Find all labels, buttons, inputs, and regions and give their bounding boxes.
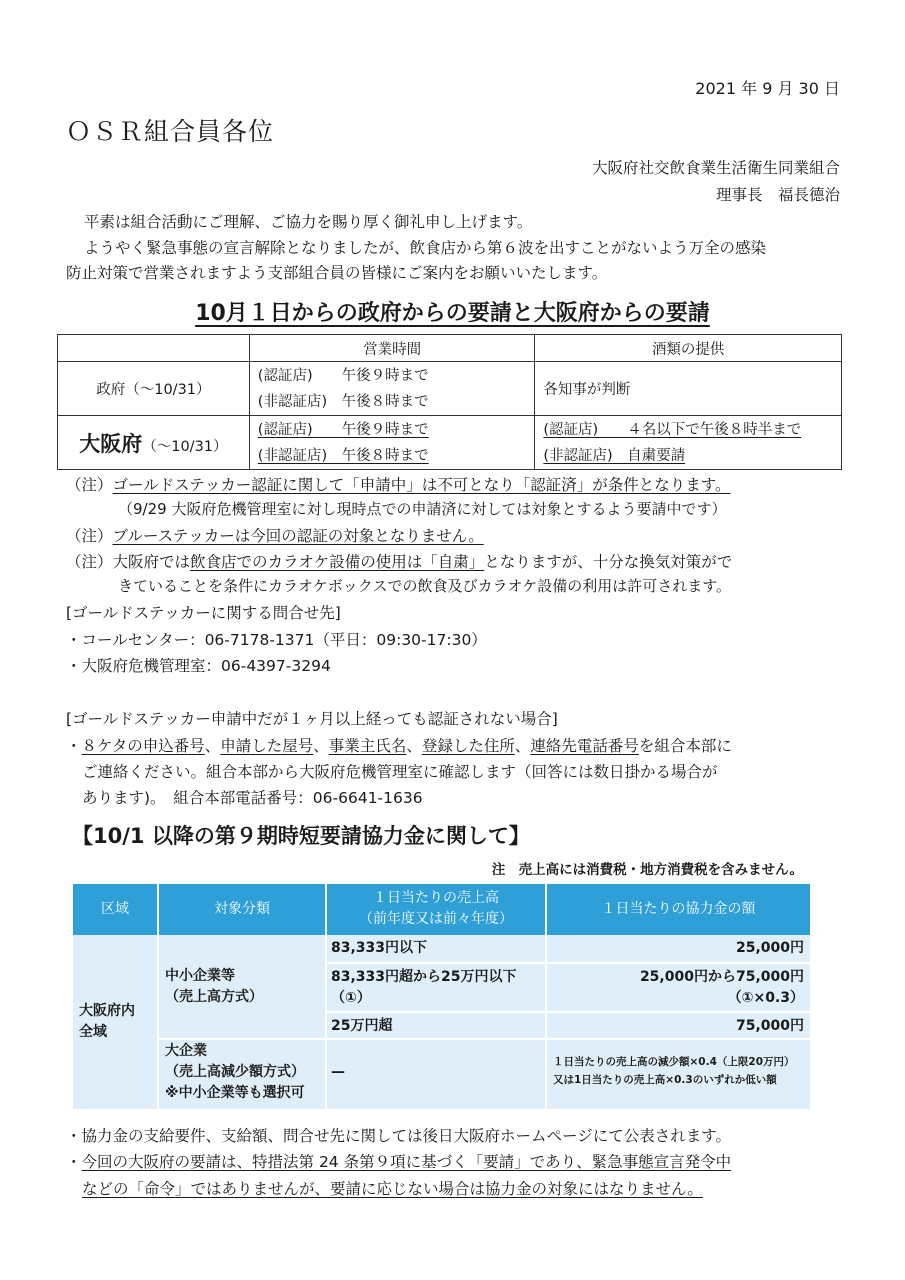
- note-3-prefix: （注）大阪府では: [66, 553, 191, 571]
- osaka-alcohol: [535, 416, 842, 470]
- grant-table: [73, 884, 810, 1109]
- requests-heading: [0, 296, 905, 327]
- intro-line-3: 防止対策で営業されますよう支部組合員の皆様にご案内をお願いいたします。: [66, 264, 608, 282]
- large-method: （売上高減少額方式）: [165, 1064, 305, 1080]
- note-1-prefix: （注）: [66, 476, 113, 494]
- row1-sales: 83,333円以下: [331, 940, 428, 956]
- note-3-emphasis: 飲食店でのカラオケ設備の使用は「自粛」: [190, 553, 485, 571]
- large-amount-2: 又は1日当たりの売上高×0.3のいずれか低い額: [553, 1074, 777, 1086]
- row-osaka: [58, 416, 842, 470]
- document-date: 2021 年 9 月 30 日: [695, 79, 840, 98]
- unverified-tail: を組合本部に: [638, 737, 732, 755]
- note-1-text: ゴールドステッカー認証に関して「申請中」は不可となり「認証済」が条件となります。: [112, 476, 731, 494]
- header-hours: 営業時間: [249, 335, 535, 362]
- unverified-line-3: あります)。 組合本部電話番号：06-6641-1636: [82, 789, 423, 807]
- tax-note: 注 売上高には消費税・地方消費税を含みません。: [491, 862, 803, 878]
- unverified-line-1: [66, 734, 732, 756]
- osaka-hours-noncertified: (非認証店) 午後８時まで: [257, 447, 429, 464]
- owner-name: 事業主氏名: [328, 737, 407, 755]
- row-government: [58, 362, 842, 416]
- separator: 、: [514, 737, 531, 755]
- sender-chair: 理事長 福長德治: [715, 186, 840, 204]
- note-3-suffix: となりますが、十分な換気対策がで: [484, 553, 733, 571]
- requests-heading-text: 10月１日からの政府からの要請と大阪府からの要請: [195, 301, 710, 326]
- gov-hours-noncertified: (非認証店) 午後８時まで: [257, 393, 429, 410]
- gov-label: 政府（～10/31）: [58, 362, 250, 416]
- header-alcohol: 酒類の提供: [535, 335, 842, 362]
- unverified-bullet: ・: [66, 737, 82, 755]
- footer-bullet: ・: [66, 1153, 82, 1171]
- note-2-text: ブルーステッカーは今回の認証の対象となりません。: [112, 527, 484, 545]
- row1-amount: 25,000円: [735, 940, 804, 956]
- grant-heading: 【10/1 以降の第９期時短要請協力金に関して】: [72, 824, 530, 848]
- large-amount-1: １日当たりの売上高の減少額×0.4（上限20万円）: [553, 1056, 795, 1068]
- large-note: ※中小企業等も選択可: [165, 1085, 305, 1101]
- osaka-alcohol-noncertified: (非認証店) 自粛要請: [543, 447, 686, 464]
- note-1: [66, 473, 731, 495]
- addressee: ＯＳＲ組合員各位: [66, 117, 275, 146]
- divider: [159, 1038, 810, 1040]
- osaka-hours-certified: (認証店) 午後９時まで: [257, 421, 429, 438]
- area-1: 大阪府内: [79, 1003, 135, 1019]
- header-empty-cell: [58, 335, 250, 362]
- gov-hours-certified: (認証店) 午後９時まで: [257, 367, 429, 384]
- row2-amount: 25,000円から75,000円: [639, 969, 804, 985]
- registered-address: 登録した住所: [421, 737, 515, 755]
- osaka-label-period: （～10/31）: [142, 438, 228, 455]
- gov-hours: [249, 362, 535, 416]
- contact-title: [ゴールドステッカーに関する問合せ先]: [66, 604, 341, 622]
- row3-sales: 25万円超: [331, 1018, 393, 1034]
- large-label: 大企業: [165, 1043, 207, 1059]
- contact-phone: 連絡先電話番号: [530, 737, 639, 755]
- divider: [157, 935, 159, 1109]
- note-2: [66, 524, 484, 546]
- contact-crisis-office: ・大阪府危機管理室：06-4397-3294: [66, 657, 331, 675]
- note-2-prefix: （注）: [66, 527, 113, 545]
- unverified-line-2: ご連絡ください。組合本部から大阪府危機管理室に確認します（回答には数日掛かる場合が: [82, 763, 718, 781]
- osaka-label-main: 大阪府: [79, 431, 143, 456]
- row2-amount-formula: （①×0.3）: [727, 990, 804, 1006]
- osaka-label: [58, 416, 250, 470]
- note-1-sub: （9/29 大阪府危機管理室に対し現時点での申請済に対しては対象とするよう要請中です）: [118, 500, 727, 518]
- sender-organization: 大阪府社交飲食業生活衛生同業組合: [591, 159, 840, 177]
- separator: 、: [313, 737, 329, 755]
- large-sales: —: [331, 1064, 345, 1080]
- header-amount: １日当たりの協力金の額: [601, 901, 756, 917]
- row3-amount: 75,000円: [735, 1018, 804, 1034]
- header-sales-1: １日当たりの売上高: [373, 890, 499, 906]
- sme-method: （売上高方式）: [165, 989, 263, 1005]
- header-sales-2: （前年度又は前々年度）: [359, 911, 513, 927]
- sme-label: 中小企業等: [165, 968, 235, 984]
- footer-item-1: ・協力金の支給要件、支給額、問合せ先に関しては後日大阪府ホームページにて公表されます。: [66, 1127, 731, 1145]
- row2-sales: 83,333円超から25万円以下: [331, 969, 517, 985]
- application-number: ８ケタの申込番号: [81, 737, 205, 755]
- footer-item-2-line-1: 今回の大阪府の要請は、特措法第 24 条第９項に基づく「要請」であり、緊急事態宣言発令中: [81, 1153, 732, 1171]
- shop-name: 申請した屋号: [220, 737, 314, 755]
- note-3: [66, 550, 732, 572]
- unverified-title: [ゴールドステッカー申請中だが１ヶ月以上経っても認証されない場合]: [66, 710, 558, 728]
- intro-line-2: ようやく緊急事態の宣言解除となりましたが、飲食店から第６波を出すことがないよう万全の感染: [84, 239, 767, 257]
- separator: 、: [406, 737, 422, 755]
- footer-item-2: [66, 1150, 731, 1172]
- requests-table: [57, 334, 842, 470]
- header-class: 対象分類: [214, 901, 270, 917]
- separator: 、: [204, 737, 221, 755]
- divider: [325, 1011, 810, 1013]
- header-area: 区域: [101, 901, 129, 917]
- divider: [325, 962, 810, 964]
- area-2: 全域: [79, 1024, 107, 1040]
- contact-call-center: ・コールセンター：06-7178-1371（平日：09:30-17:30）: [66, 631, 487, 649]
- requests-table-header: [58, 335, 842, 362]
- osaka-alcohol-certified: (認証店) ４名以下で午後８時半まで: [543, 421, 802, 438]
- gov-alcohol: 各知事が判断: [535, 362, 842, 416]
- footer-item-2-line-2: などの「命令」ではありませんが、要請に応じない場合は協力金の対象にはなりません。: [82, 1180, 703, 1198]
- osaka-hours: [249, 416, 535, 470]
- note-3-line-2: きていることを条件にカラオケボックスでの飲食及びカラオケ設備の利用は許可されます。: [118, 577, 732, 595]
- row2-sales-ref: （①）: [331, 990, 371, 1006]
- intro-line-1: 平素は組合活動にご理解、ご協力を賜り厚く御礼申し上げます。: [84, 213, 533, 231]
